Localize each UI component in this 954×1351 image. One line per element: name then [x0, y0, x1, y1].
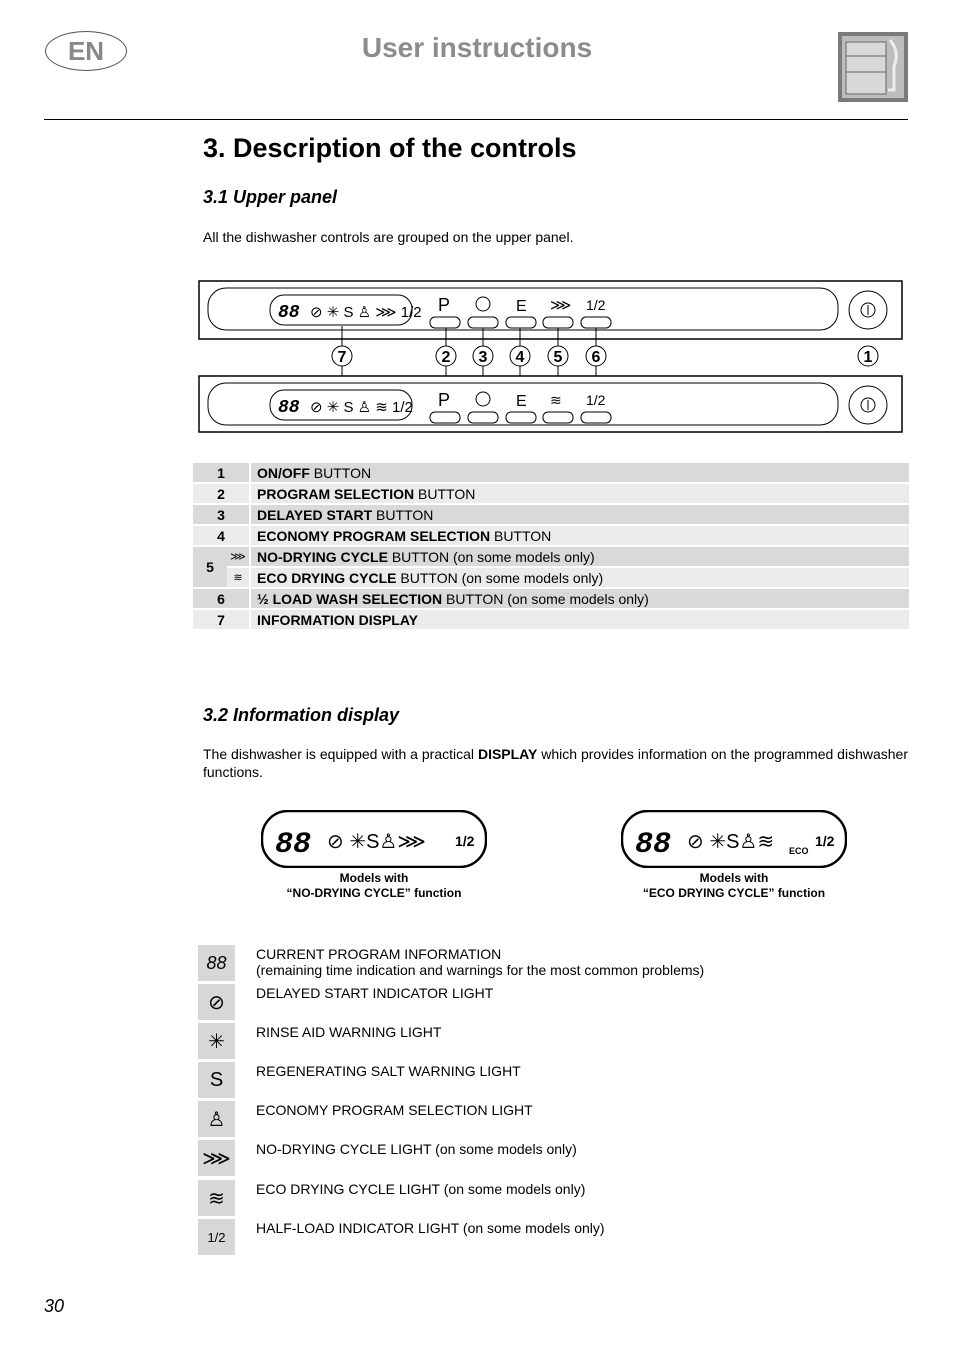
- svg-text:⊘ ✳ S ♙ ≋ 1/2: ⊘ ✳ S ♙ ≋ 1/2: [310, 399, 413, 416]
- button-label-p: P: [438, 295, 451, 315]
- display-segments: [278, 303, 300, 323]
- callout-numbers: [332, 346, 878, 366]
- salt-icon: S: [198, 1062, 235, 1098]
- svg-text:88: 88: [635, 828, 672, 862]
- svg-text:⋙: ⋙: [550, 297, 572, 314]
- table-row: [193, 526, 909, 545]
- svg-text:1/2: 1/2: [455, 833, 475, 849]
- row-description: ON/OFF BUTTON: [251, 463, 909, 482]
- row-description: ECO DRYING CYCLE BUTTON (on some models only): [251, 568, 909, 587]
- svg-text:≋: ≋: [550, 392, 562, 408]
- eco-drying-icon: ≋: [198, 1180, 235, 1216]
- no-drying-icon: ⋙: [198, 1140, 235, 1176]
- page-header-title: User instructions: [361, 32, 593, 63]
- controls-table: [193, 461, 909, 631]
- row-description: ½ LOAD WASH SELECTION BUTTON (on some models only): [251, 589, 909, 608]
- table-row: [193, 484, 909, 503]
- button-label-e: E: [516, 298, 527, 315]
- row-description: ECONOMY PROGRAM SELECTION BUTTON: [251, 526, 909, 545]
- caption-eco-drying: Models with “ECO DRYING CYCLE” function: [642, 871, 826, 900]
- row-number: 3: [193, 505, 249, 524]
- rinse-aid-icon: ✳: [198, 1023, 235, 1059]
- digit-display-icon: 88: [198, 945, 235, 981]
- caption-no-drying: Models with “NO-DRYING CYCLE” function: [286, 871, 462, 900]
- row-number: 2: [193, 484, 249, 503]
- callout-5: 5: [553, 349, 563, 366]
- clock-icon: ⊘: [198, 984, 235, 1020]
- callout-4: 4: [515, 349, 525, 366]
- upper-panel-diagram: [198, 280, 904, 435]
- legend-item: RINSE AID WARNING LIGHT: [256, 1024, 442, 1040]
- svg-text:88: 88: [275, 828, 312, 862]
- eco-drying-icon: ≋: [227, 568, 249, 587]
- dishwasher-logo: [838, 32, 908, 102]
- row-number: 4: [193, 526, 249, 545]
- table-row: [193, 463, 909, 482]
- display-eco-drying: [621, 810, 847, 868]
- row-description: DELAYED START BUTTON: [251, 505, 909, 524]
- economy-icon: ♙: [198, 1101, 235, 1137]
- svg-text:⊘ ✳S♙⋙: ⊘ ✳S♙⋙: [327, 831, 426, 853]
- upper-panel-intro: All the dishwasher controls are grouped on the upper panel.: [203, 229, 574, 245]
- table-row: [193, 505, 909, 524]
- row-number: 5: [193, 547, 227, 587]
- legend-item: CURRENT PROGRAM INFORMATION (remaining time indication and warnings for the most common problems): [256, 946, 705, 978]
- row-description: PROGRAM SELECTION BUTTON: [251, 484, 909, 503]
- svg-text:E: E: [516, 393, 527, 410]
- info-display-heading: 3.2 Information display: [203, 705, 400, 725]
- svg-text:⊘ ✳S♙≋: ⊘ ✳S♙≋: [687, 831, 775, 853]
- button-label-half: 1/2: [586, 297, 606, 313]
- row-description: INFORMATION DISPLAY: [251, 610, 909, 629]
- svg-text:⊘ ✳ S ♙ ⋙ 1/2: ⊘ ✳ S ♙ ⋙ 1/2: [310, 304, 422, 321]
- callout-3: 3: [478, 349, 488, 366]
- legend-item: HALF-LOAD INDICATOR LIGHT (on some models only): [256, 1220, 605, 1236]
- header-rule: [44, 119, 908, 120]
- no-drying-icon: ⋙: [227, 547, 249, 566]
- legend-item: NO-DRYING CYCLE LIGHT (on some models only): [256, 1141, 577, 1157]
- callout-2: 2: [441, 349, 451, 366]
- row-number: 7: [193, 610, 249, 629]
- svg-text:ECO: ECO: [789, 846, 809, 856]
- upper-panel-heading: 3.1 Upper panel: [203, 187, 338, 207]
- display-no-drying: [261, 810, 487, 868]
- info-display-paragraph: The dishwasher is equipped with a practical DISPLAY which provides information on the programmed dishwasher functions.: [203, 746, 908, 780]
- section-title: 3. Description of the controls: [203, 133, 577, 163]
- svg-text:P: P: [438, 390, 451, 410]
- legend-item: REGENERATING SALT WARNING LIGHT: [256, 1063, 521, 1079]
- svg-text:88: 88: [278, 398, 300, 418]
- table-row: [193, 610, 909, 629]
- svg-text:1/2: 1/2: [586, 392, 606, 408]
- legend-item: ECO DRYING CYCLE LIGHT (on some models only): [256, 1181, 586, 1197]
- table-row: [193, 568, 909, 587]
- svg-text:1/2: 1/2: [815, 833, 835, 849]
- callout-6: 6: [591, 349, 601, 366]
- legend-item: ECONOMY PROGRAM SELECTION LIGHT: [256, 1102, 533, 1118]
- page-number: 30: [44, 1296, 65, 1316]
- row-number: 1: [193, 463, 249, 482]
- legend-item: DELAYED START INDICATOR LIGHT: [256, 985, 494, 1001]
- callout-1: 1: [863, 349, 873, 366]
- half-load-icon: 1/2: [198, 1219, 235, 1255]
- row-description: NO-DRYING CYCLE BUTTON (on some models only): [251, 547, 909, 566]
- callout-7: 7: [337, 349, 347, 366]
- svg-text:88: 88: [278, 303, 300, 323]
- table-row: [193, 589, 909, 608]
- row-number: 6: [193, 589, 249, 608]
- table-row: [193, 547, 909, 566]
- language-badge: EN: [45, 31, 127, 71]
